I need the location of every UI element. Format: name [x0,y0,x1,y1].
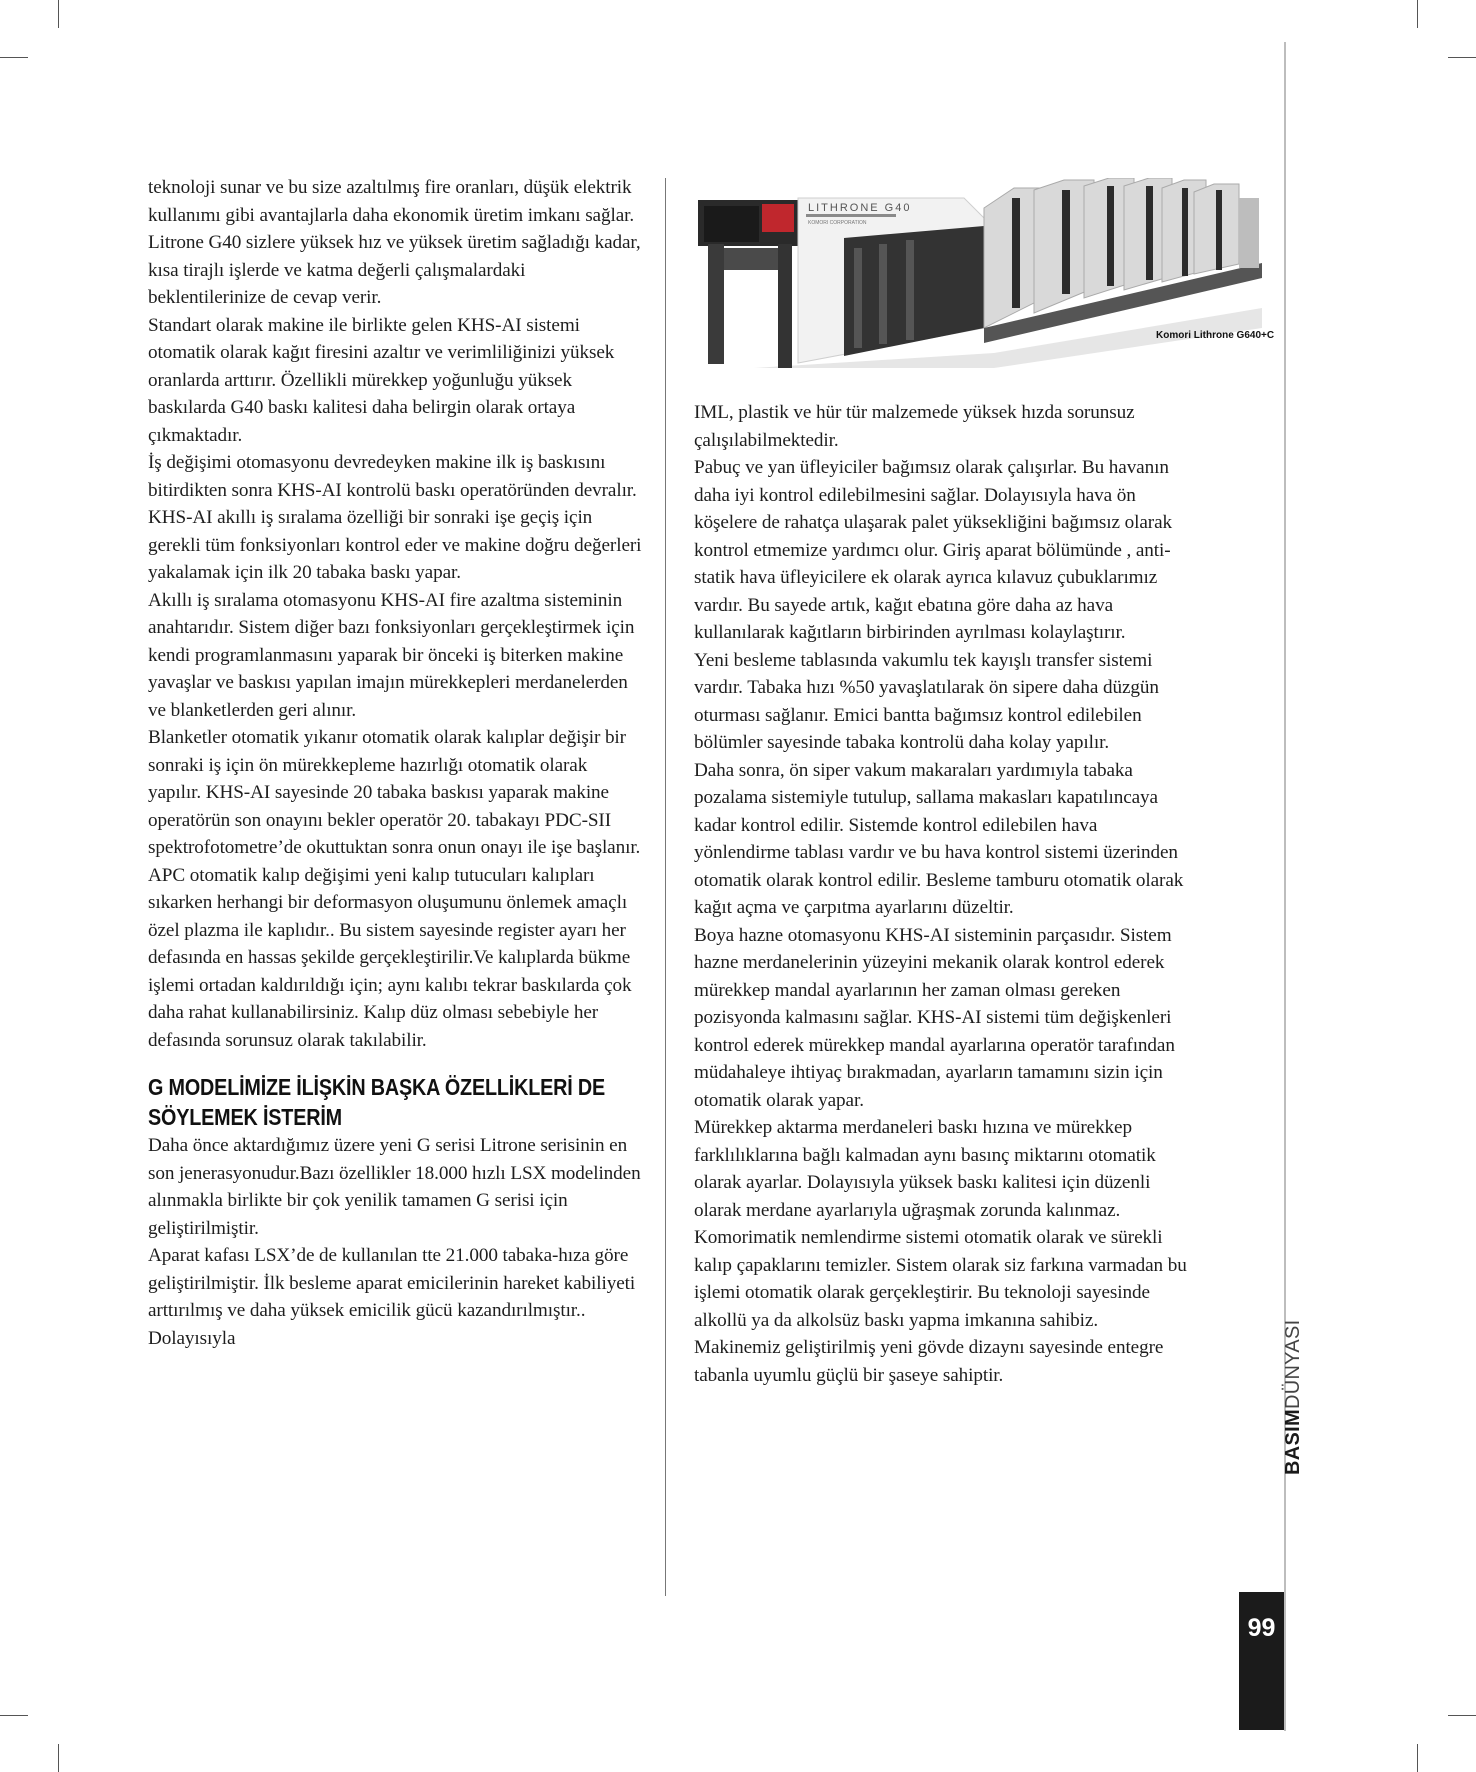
section-heading: G MODELİMİZE İLİŞKİN BAŞKA ÖZELLİKLERİ DE SÖYLEMEK İSTERİM [148,1074,606,1130]
crop-mark [1448,57,1476,58]
paragraph: Aparat kafası LSX’de de kullanılan tte 21.000 tabaka-hıza göre geliştirilmiştir. İlk besleme aparat emicilerinin hareket kabiliyeti arttırılmış ve daha yüksek emicilik gücü kazandırılmıştır.. Dolayısıyla [148,1245,636,1349]
paragraph: Yeni besleme tablasında vakumlu tek kayışlı transfer sistemi vardır. Tabaka hızı %50 yavaşlatılarak ön sipere daha düzgün oturması sağlanır. Emici bantta bağımsız kontrol edilebilen bölümler sayesinde tabaka kontrolü daha kolay yapılır. [694,649,1159,753]
crop-mark [0,1715,28,1716]
machine-brand-subtext: KOMORI CORPORATION [808,220,867,226]
paragraph: Standart olarak makine ile birlikte gelen KHS-AI sistemi otomatik olarak kağıt firesini azaltır ve verimliliğinizi yüksek oranlarda arttırır. Özellikli mürekkep yoğunluğu yüksek baskılarda G40 baskı kalitesi daha belirgin olarak ortaya çıkmaktadır. [148,314,615,446]
paragraph: Pabuç ve yan üfleyiciler bağımsız olarak çalışırlar. Bu havanın daha iyi kontrol edilebilmesini sağlar. Dolayısıyla hava ön köşelere de rahatça ulaşarak palet yüksekliğini bağımsız olarak kontrol etmemize yardımcı olur. Giriş aparat bölümünde , anti-statik hava üfleyicilere ek olarak ayrıca kılavuz çubuklarımız vardır. Bu sayede artık, kağıt ebatına göre daha az hava kullanılarak kağıtların birbirinden ayrılması kolaylaştırır. [694,457,1172,643]
paragraph: teknoloji sunar ve bu size azaltılmış fire oranları, düşük elektrik kullanımı gibi avantajlarla daha ekonomik üretim imkanı sağlar. [148,177,635,226]
paragraph: Daha önce aktardığımız üzere yeni G serisi Litrone serisinin en son jenerasyonudur.Bazı özellikler 18.000 hızlı LSX modelinden alınmakla birlikte bir çok yenilik tamamen G serisi için geliştirilmiştir. [148,1135,641,1239]
figure-caption: Komori Lithrone G640+C [1156,330,1275,341]
page-number: 99 [1247,1614,1276,1642]
paragraph: Makinemiz geliştirilmiş yeni gövde dizaynı sayesinde entegre tabanla uyumlu güçlü bir şaseye sahiptir. [694,1337,1164,1386]
paragraph: Blanketler otomatik yıkanır otomatik olarak kalıplar değişir bir sonraki iş için ön mürekkepleme hazırlığı otomatik olarak yapılır. KHS-AI sayesinde 20 tabaka baskısı yaparak makine operatörün son onayını bekler operatör 20. tabakayı PDC-SII spektrofotometre’de okuttuktan sonra onun onayı ile işe başlanır. [148,727,641,858]
crop-mark [58,1744,59,1772]
press-machine-figure [694,178,1262,372]
magazine-name-light: DÜNYASI [1282,1319,1304,1410]
press-machine-illustration [694,178,1262,372]
paragraph: Daha sonra, ön siper vakum makaraları yardımıyla tabaka pozalama sistemiyle tutulup, sallama makasları kapatılıncaya kadar kontrol edilir. Sistemde kontrol edilebilen hava yönlendirme tablası vardır ve bu hava kontrol sistemi üzerinden otomatik olarak kontrol edilir. Besleme tamburu otomatik olarak kağıt açma ve çarpıtma ayarlarını düzeltir. [694,759,1184,918]
paragraph: Komorimatik nemlendirme sistemi otomatik olarak ve sürekli kalıp çapaklarını temizler. Sistem olarak siz farkına varmadan bu işlemi otomatik olarak gerçekleştirir. Bu teknoloji sayesinde alkollü ya da alkolsüz baskı yapma imkanına sahibiz. [694,1227,1187,1331]
paragraph: APC otomatik kalıp değişimi yeni kalıp tutucuları kalıpları sıkarken herhangi bir deformasyon oluşumunu önlemek amaçlı özel plazma ile kaplıdır.. Bu sistem sayesinde register ayarı her defasında en hassas şekilde gerçekleştirilir.Ve kalıplarda bükme işlemi ortadan kaldırıldığı için; aynı kalıbı tekrar baskılarda çok daha rahat kullanabilirsiniz. Kalıp düz olması sebebiyle her defasında sorunsuz olarak takılabilir. [148,864,632,1051]
paragraph: Akıllı iş sıralama otomasyonu KHS-AI fire azaltma sisteminin anahtarıdır. Sistem diğer bazı fonksiyonları gerçekleştirmek için kendi programlanmasını yaparak bir önceki iş biterken makine yavaşlar ve baskısı yapılan imajın mürekkepleri merdanelerden ve blanketlerden geri alınır. [148,589,635,721]
paragraph: IML, plastik ve hür tür malzemede yüksek hızda sorunsuz çalışılabilmektedir. [694,402,1135,451]
crop-mark [1417,1744,1418,1772]
left-column [148,174,644,1352]
paragraph: İş değişimi otomasyonu devredeyken makine ilk iş baskısını bitirdikten sonra KHS-AI kontrolü baskı operatöründen devralır. KHS-AI akıllı iş sıralama özelliği bir sonraki işe geçiş için gerekli tüm fonksiyonları kontrol eder ve makine doğru değerleri yakalamak için ilk 20 tabaka baskı yapar. [148,452,642,583]
paragraph: Boya hazne otomasyonu KHS-AI sisteminin parçasıdır. Sistem hazne merdanelerinin yüzeyini mekanik olarak kontrol ederek mürekkep mandal ayarlarının her zaman olması gereken pozisyonda kalmasını sağlar. KHS-AI sistemi tüm değişkenleri kontrol ederek mürekkep mandal ayarlarına operatör tarafından müdahaleye ihtiyaç bırakmadan, ayarların tamamını sizin için otomatik olarak yapar. [694,924,1175,1111]
magazine-name [1282,1320,1305,1475]
magazine-name-bold: BASIM [1282,1409,1304,1475]
crop-mark [0,57,28,58]
machine-brand-text: LITHRONE G40 [808,202,912,214]
crop-mark [58,0,59,28]
page-edge-rule [1284,42,1286,1731]
paragraph: Litrone G40 sizlere yüksek hız ve yüksek üretim sağladığı kadar, kısa tirajlı işlerde ve katma değerli çalışmalardaki beklentilerinize de cevap verir. [148,232,641,308]
right-column [694,399,1194,1389]
crop-mark [1448,1715,1476,1716]
column-divider [665,178,666,1596]
crop-mark [1417,0,1418,28]
paragraph: Mürekkep aktarma merdaneleri baskı hızına ve mürekkep farklılıklarına bağlı kalmadan aynı basınç miktarını otomatik olarak ayarlar. Dolayısıyla yüksek baskı kalitesi için düzenli olarak merdane ayarlarıyla uğraşmak zorunda kalınmaz. [694,1117,1156,1221]
page-number-box [1239,1592,1284,1730]
